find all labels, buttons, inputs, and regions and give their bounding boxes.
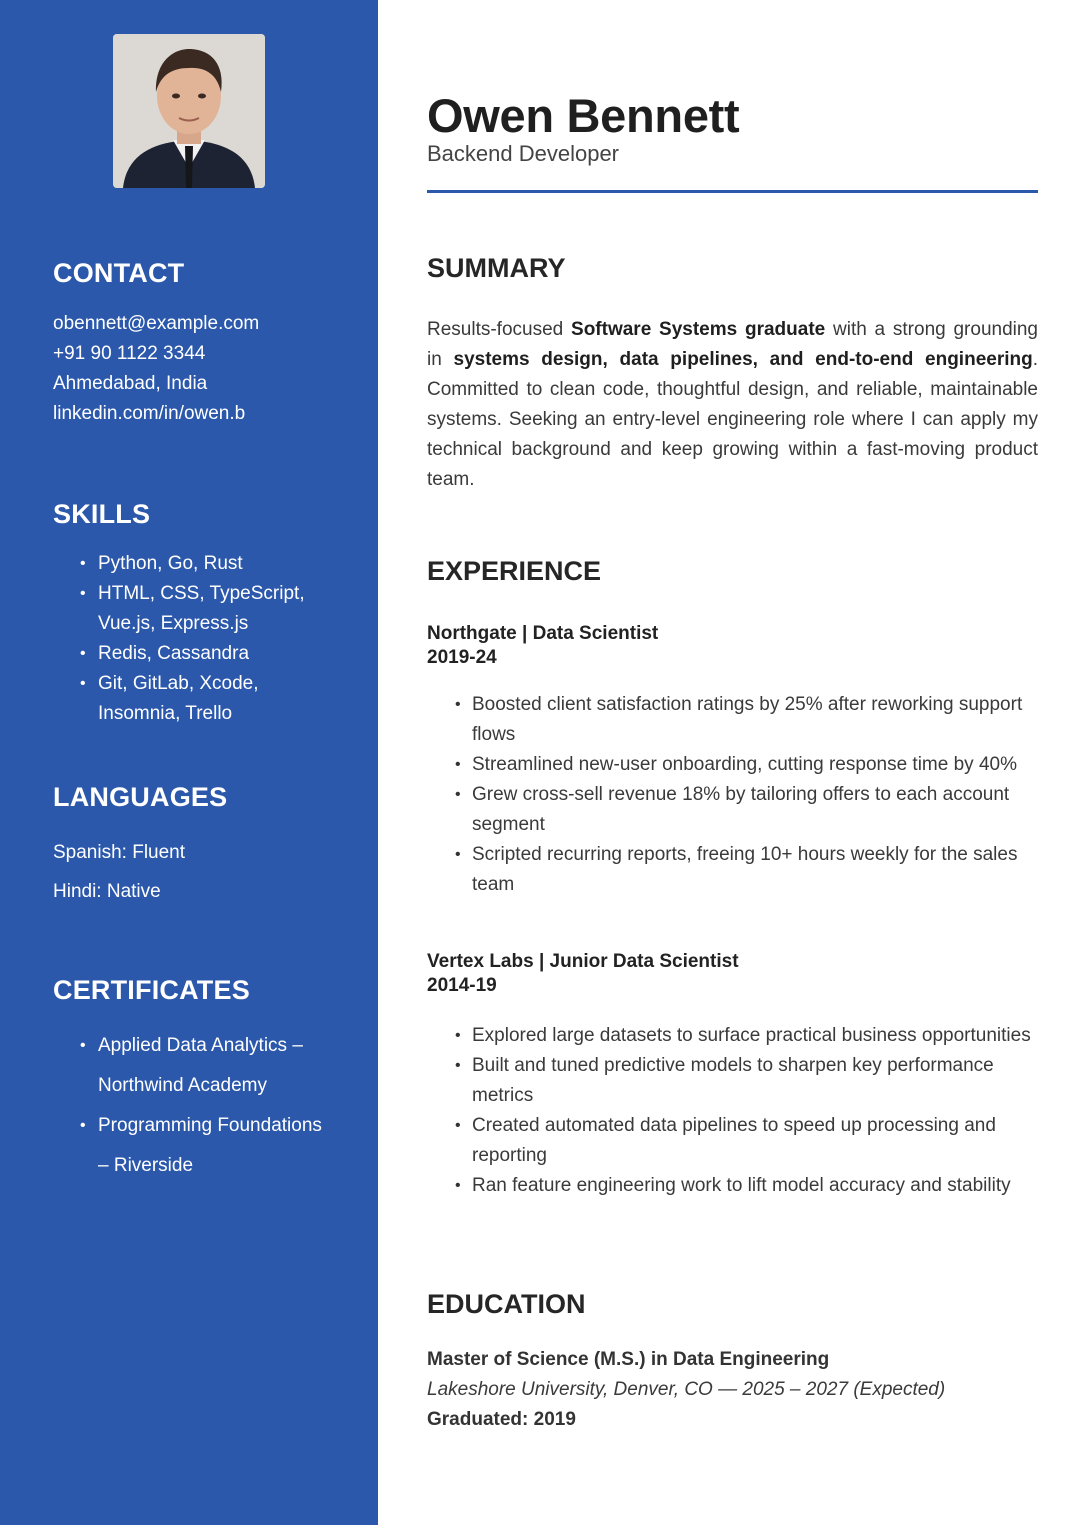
contact-heading: CONTACT — [53, 258, 185, 288]
contact-linkedin[interactable]: linkedin.com/in/owen.b — [53, 403, 246, 424]
language-item: Hindi: Native — [53, 881, 161, 902]
certificates-list — [80, 1026, 330, 1186]
candidate-role: Backend Developer — [427, 141, 620, 166]
certificate-item: • Programming Foundations – Riverside — [80, 1106, 330, 1186]
sidebar — [0, 0, 378, 1525]
skill-item: • Redis, Cassandra — [80, 639, 330, 669]
summary-segment: with a strong grounding in — [427, 319, 1039, 370]
skill-item: • Python, Go, Rust — [80, 549, 330, 579]
certificates-heading: CERTIFICATES — [53, 975, 250, 1005]
skills-heading: SKILLS — [53, 499, 151, 529]
job-years: 2019-24 — [427, 647, 497, 668]
skill-item: • Git, GitLab, Xcode, Insomnia, Trello — [80, 669, 330, 729]
header-divider — [427, 190, 1038, 193]
job-bullet: • Ran feature engineering work to lift model accuracy and stability — [455, 1171, 1045, 1201]
summary-segment: . Committed to clean code, thoughtful design, and reliable, maintainable systems. Seeking an entry-level engineering role where I can apply my technical background and keep growing within a fast-moving product team. — [427, 349, 1038, 490]
job-bullets — [455, 690, 1045, 900]
education-graduated: Graduated: 2019 — [427, 1409, 576, 1430]
job-bullet: • Grew cross-sell revenue 18% by tailoring offers to each account segment — [455, 780, 1045, 840]
language-item: Spanish: Fluent — [53, 842, 186, 863]
certificate-item: • Applied Data Analytics – Northwind Academy — [80, 1026, 330, 1106]
education-heading: EDUCATION — [427, 1289, 586, 1319]
summary-segment: Results-focused — [427, 319, 572, 340]
summary-text — [427, 315, 1038, 495]
profile-photo — [113, 34, 265, 188]
summary-heading: SUMMARY — [427, 253, 566, 283]
job-bullet: • Streamlined new-user onboarding, cutting response time by 40% — [455, 750, 1045, 780]
experience-heading: EXPERIENCE — [427, 556, 602, 586]
job-bullet: • Built and tuned predictive models to sharpen key performance metrics — [455, 1051, 1045, 1111]
skill-item: • HTML, CSS, TypeScript, Vue.js, Express.js — [80, 579, 330, 639]
person-portrait-icon — [113, 34, 265, 188]
job-title: Vertex Labs | Junior Data Scientist — [427, 951, 739, 972]
education-degree: Master of Science (M.S.) in Data Engineering — [427, 1349, 830, 1370]
languages-heading: LANGUAGES — [53, 782, 228, 812]
job-bullet: • Explored large datasets to surface practical business opportunities — [455, 1021, 1045, 1051]
education-school: Lakeshore University, Denver, CO — 2025 – 2027 (Expected) — [427, 1379, 946, 1400]
job-bullets — [455, 1021, 1045, 1201]
job-title: Northgate | Data Scientist — [427, 623, 659, 644]
skills-list — [80, 549, 330, 729]
summary-highlight: systems design, data pipelines, and end-to-end engineering — [453, 349, 1033, 370]
job-bullet: • Scripted recurring reports, freeing 10+ hours weekly for the sales team — [455, 840, 1045, 900]
candidate-name: Owen Bennett — [427, 89, 740, 142]
job-bullet: • Boosted client satisfaction ratings by 25% after reworking support flows — [455, 690, 1045, 750]
summary-highlight: Software Systems graduate — [571, 319, 826, 340]
contact-phone[interactable]: +91 90 1122 3344 — [53, 343, 206, 364]
job-bullet: • Created automated data pipelines to speed up processing and reporting — [455, 1111, 1045, 1171]
contact-email[interactable]: obennett@example.com — [53, 313, 260, 334]
job-years: 2014-19 — [427, 975, 497, 996]
contact-location: Ahmedabad, India — [53, 373, 208, 394]
